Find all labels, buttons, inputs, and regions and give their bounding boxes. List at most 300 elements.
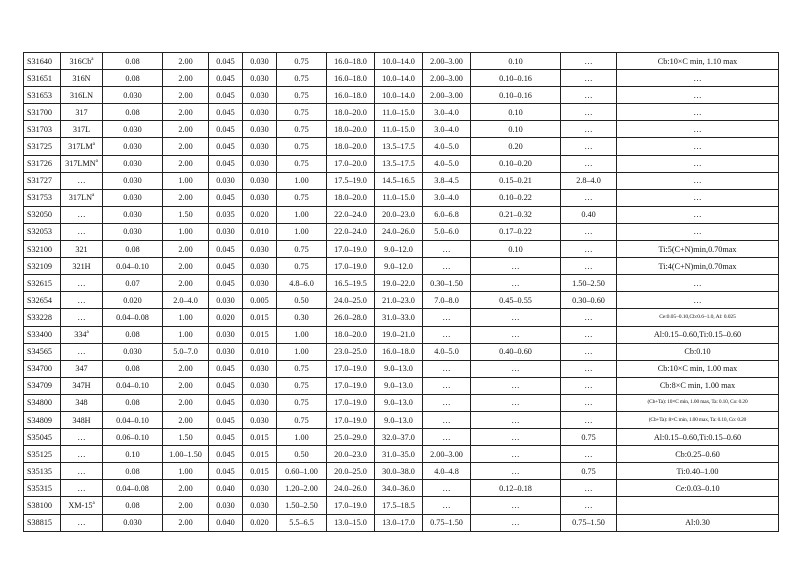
other-elements-value: … (693, 142, 702, 152)
carbon-value: 0.04–0.10 (116, 415, 149, 425)
type-value: 317LMN (65, 159, 96, 169)
nitrogen-cell (471, 446, 561, 463)
carbon-value: 0.030 (123, 193, 142, 203)
phosphorus-cell (209, 360, 243, 377)
molybdenum-value: 6.0–6.8 (434, 210, 459, 220)
copper-cell (561, 463, 617, 480)
nitrogen-value: 0.10 (508, 107, 523, 117)
chromium-cell (327, 343, 375, 360)
type-value: … (77, 227, 86, 237)
other-elements-cell (617, 70, 779, 87)
copper-value: … (584, 90, 593, 100)
nickel-cell (375, 189, 423, 206)
carbon-value: 0.030 (123, 176, 142, 186)
type-cell (61, 241, 103, 258)
phosphorus-value: 0.045 (216, 432, 235, 442)
nitrogen-value: 0.17–0.22 (499, 227, 532, 237)
manganese-value: 1.00 (178, 227, 193, 237)
copper-value: … (584, 244, 593, 254)
silicon-value: 1.00 (294, 210, 309, 220)
manganese-value: 2.00 (178, 483, 193, 493)
copper-value: … (584, 347, 593, 357)
carbon-value: 0.04–0.08 (116, 312, 149, 322)
manganese-cell (163, 394, 209, 411)
sulfur-value: 0.030 (250, 193, 269, 203)
type-value: … (77, 518, 86, 528)
phosphorus-cell (209, 189, 243, 206)
silicon-value: 1.50–2.50 (285, 500, 318, 510)
molybdenum-cell (423, 394, 471, 411)
phosphorus-value: 0.045 (216, 261, 235, 271)
nitrogen-cell (471, 121, 561, 138)
molybdenum-value: … (442, 483, 451, 493)
nitrogen-cell (471, 411, 561, 428)
type-value: … (77, 483, 86, 493)
uns-number-cell (24, 138, 61, 155)
molybdenum-value: 4.0–5.0 (434, 159, 459, 169)
uns-number-cell (24, 87, 61, 104)
nitrogen-value: … (511, 449, 520, 459)
copper-cell (561, 223, 617, 240)
carbon-cell (103, 172, 163, 189)
carbon-value: 0.08 (125, 466, 140, 476)
silicon-cell (277, 172, 327, 189)
phosphorus-cell (209, 292, 243, 309)
sulfur-cell (243, 394, 277, 411)
copper-value: … (584, 261, 593, 271)
chromium-value: 24.0–25.0 (334, 295, 367, 305)
sulfur-cell (243, 138, 277, 155)
nitrogen-value: … (511, 398, 520, 408)
other-elements-cell (617, 258, 779, 275)
uns-number-value: S32100 (27, 244, 53, 254)
molybdenum-value: 4.0–4.8 (434, 466, 459, 476)
nickel-value: 17.5–18.5 (382, 500, 415, 510)
manganese-value: 2.00 (178, 90, 193, 100)
sulfur-value: 0.030 (250, 159, 269, 169)
table-row (24, 343, 779, 360)
carbon-value: 0.04–0.08 (116, 483, 149, 493)
molybdenum-cell (423, 258, 471, 275)
copper-cell (561, 241, 617, 258)
molybdenum-value: … (442, 312, 451, 322)
carbon-cell (103, 104, 163, 121)
other-elements-value: … (693, 278, 702, 288)
chromium-value: 17.0–19.0 (334, 244, 367, 254)
type-cell (61, 446, 103, 463)
nitrogen-value: … (511, 518, 520, 528)
manganese-value: 1.00 (178, 466, 193, 476)
other-elements-value: … (693, 193, 702, 203)
other-elements-cell (617, 138, 779, 155)
carbon-cell (103, 138, 163, 155)
nickel-cell (375, 343, 423, 360)
manganese-cell (163, 411, 209, 428)
phosphorus-value: 0.030 (216, 500, 235, 510)
table-row (24, 121, 779, 138)
manganese-cell (163, 104, 209, 121)
sulfur-value: 0.030 (250, 107, 269, 117)
molybdenum-cell (423, 87, 471, 104)
chromium-value: 18.0–20.0 (334, 330, 367, 340)
nickel-cell (375, 172, 423, 189)
carbon-cell (103, 258, 163, 275)
manganese-cell (163, 514, 209, 531)
type-cell (61, 326, 103, 343)
manganese-cell (163, 480, 209, 497)
other-elements-cell (617, 241, 779, 258)
type-value: … (77, 176, 86, 186)
sulfur-cell (243, 360, 277, 377)
nickel-cell (375, 258, 423, 275)
other-elements-value: … (693, 159, 702, 169)
nickel-cell (375, 360, 423, 377)
uns-number-value: S31640 (27, 56, 53, 66)
other-elements-cell (617, 189, 779, 206)
uns-number-value: S31727 (27, 176, 53, 186)
nickel-value: 16.0–18.0 (382, 347, 415, 357)
copper-value: 0.40 (581, 210, 596, 220)
nitrogen-value: 0.15–0.21 (499, 176, 532, 186)
nitrogen-cell (471, 292, 561, 309)
other-elements-cell (617, 326, 779, 343)
other-elements-cell (617, 275, 779, 292)
phosphorus-cell (209, 480, 243, 497)
chromium-value: 13.0–15.0 (334, 518, 367, 528)
footnote-marker: a (86, 330, 89, 336)
silicon-cell (277, 429, 327, 446)
nickel-cell (375, 463, 423, 480)
uns-number-value: S31653 (27, 90, 53, 100)
nickel-cell (375, 394, 423, 411)
manganese-value: 2.00 (178, 500, 193, 510)
chromium-value: 18.0–20.0 (334, 107, 367, 117)
uns-number-value: S32050 (27, 210, 53, 220)
silicon-cell (277, 70, 327, 87)
phosphorus-cell (209, 104, 243, 121)
phosphorus-value: 0.030 (216, 330, 235, 340)
composition-table-page (23, 52, 778, 532)
other-elements-value: Ti:4(C+N)min,0.70max (658, 261, 737, 271)
manganese-value: 2.00 (178, 142, 193, 152)
manganese-cell (163, 189, 209, 206)
table-row (24, 377, 779, 394)
type-cell (61, 87, 103, 104)
copper-value: … (584, 107, 593, 117)
phosphorus-cell (209, 275, 243, 292)
molybdenum-cell (423, 463, 471, 480)
carbon-value: 0.08 (125, 56, 140, 66)
other-elements-value: Al:0.15–0.60,Ti:0.15–0.60 (653, 432, 742, 442)
manganese-cell (163, 223, 209, 240)
carbon-value: 0.030 (123, 227, 142, 237)
phosphorus-value: 0.045 (216, 398, 235, 408)
molybdenum-cell (423, 360, 471, 377)
silicon-cell (277, 309, 327, 326)
molybdenum-cell (423, 411, 471, 428)
silicon-cell (277, 411, 327, 428)
type-cell (61, 172, 103, 189)
nickel-cell (375, 514, 423, 531)
table-row (24, 275, 779, 292)
type-value: … (77, 466, 86, 476)
sulfur-cell (243, 87, 277, 104)
nickel-cell (375, 377, 423, 394)
sulfur-cell (243, 104, 277, 121)
molybdenum-cell (423, 343, 471, 360)
sulfur-cell (243, 309, 277, 326)
silicon-value: 0.75 (294, 244, 309, 254)
molybdenum-cell (423, 206, 471, 223)
silicon-cell (277, 377, 327, 394)
uns-number-cell (24, 343, 61, 360)
carbon-value: 0.030 (123, 124, 142, 134)
type-cell (61, 104, 103, 121)
table-row (24, 497, 779, 514)
composition-table (23, 52, 779, 532)
chromium-cell (327, 446, 375, 463)
copper-cell (561, 360, 617, 377)
copper-value: 0.75 (581, 466, 596, 476)
sulfur-value: 0.010 (250, 347, 269, 357)
type-value: 321 (75, 244, 88, 254)
uns-number-cell (24, 514, 61, 531)
molybdenum-value: 7.0–8.0 (434, 295, 459, 305)
chromium-cell (327, 480, 375, 497)
silicon-cell (277, 223, 327, 240)
manganese-cell (163, 121, 209, 138)
nickel-cell (375, 446, 423, 463)
sulfur-value: 0.015 (250, 330, 269, 340)
sulfur-value: 0.015 (250, 449, 269, 459)
type-cell (61, 429, 103, 446)
copper-cell (561, 172, 617, 189)
type-cell (61, 480, 103, 497)
phosphorus-value: 0.045 (216, 244, 235, 254)
chromium-cell (327, 87, 375, 104)
manganese-value: 2.00 (178, 73, 193, 83)
carbon-value: 0.030 (123, 142, 142, 152)
uns-number-value: S34700 (27, 364, 53, 374)
sulfur-value: 0.030 (250, 364, 269, 374)
type-cell (61, 463, 103, 480)
silicon-value: 1.20–2.00 (285, 483, 318, 493)
type-value: … (77, 432, 86, 442)
sulfur-cell (243, 326, 277, 343)
phosphorus-cell (209, 446, 243, 463)
manganese-cell (163, 155, 209, 172)
nickel-cell (375, 429, 423, 446)
type-value: 317 (75, 107, 88, 117)
phosphorus-value: 0.040 (216, 483, 235, 493)
carbon-value: 0.030 (123, 159, 142, 169)
manganese-value: 2.00 (178, 56, 193, 66)
manganese-cell (163, 70, 209, 87)
carbon-cell (103, 53, 163, 70)
silicon-value: 0.75 (294, 142, 309, 152)
uns-number-cell (24, 241, 61, 258)
nitrogen-value: 0.10–0.16 (499, 73, 532, 83)
uns-number-cell (24, 53, 61, 70)
uns-number-value: S31651 (27, 73, 53, 83)
other-elements-value: … (693, 73, 702, 83)
chromium-cell (327, 155, 375, 172)
manganese-value: 2.00 (178, 415, 193, 425)
nitrogen-value: 0.21–0.32 (499, 210, 532, 220)
chromium-cell (327, 497, 375, 514)
uns-number-value: S33228 (27, 312, 53, 322)
uns-number-value: S33400 (27, 330, 53, 340)
nitrogen-cell (471, 223, 561, 240)
molybdenum-cell (423, 121, 471, 138)
chromium-cell (327, 463, 375, 480)
uns-number-cell (24, 104, 61, 121)
chromium-value: 17.0–19.0 (334, 398, 367, 408)
silicon-cell (277, 514, 327, 531)
uns-number-cell (24, 326, 61, 343)
uns-number-cell (24, 189, 61, 206)
chromium-cell (327, 292, 375, 309)
type-cell (61, 377, 103, 394)
carbon-value: 0.020 (123, 295, 142, 305)
phosphorus-cell (209, 223, 243, 240)
nickel-value: 9.0–13.0 (384, 381, 413, 391)
type-cell (61, 275, 103, 292)
copper-value: 0.75–1.50 (572, 518, 605, 528)
molybdenum-value: 3.0–4.0 (434, 124, 459, 134)
silicon-cell (277, 326, 327, 343)
silicon-cell (277, 394, 327, 411)
table-row (24, 104, 779, 121)
chromium-cell (327, 223, 375, 240)
nitrogen-value: … (511, 500, 520, 510)
chromium-value: 17.0–19.0 (334, 500, 367, 510)
carbon-cell (103, 411, 163, 428)
chromium-cell (327, 172, 375, 189)
nickel-value: 10.0–14.0 (382, 73, 415, 83)
other-elements-cell (617, 497, 779, 514)
sulfur-value: 0.030 (250, 381, 269, 391)
nickel-cell (375, 138, 423, 155)
other-elements-cell (617, 292, 779, 309)
manganese-cell (163, 172, 209, 189)
uns-number-value: S35125 (27, 449, 53, 459)
nickel-value: 13.5–17.5 (382, 142, 415, 152)
sulfur-cell (243, 155, 277, 172)
nitrogen-cell (471, 480, 561, 497)
nitrogen-cell (471, 360, 561, 377)
molybdenum-cell (423, 70, 471, 87)
chromium-value: 17.0–20.0 (334, 159, 367, 169)
copper-cell (561, 155, 617, 172)
molybdenum-value: 2.00–3.00 (430, 90, 463, 100)
other-elements-cell (617, 411, 779, 428)
nitrogen-cell (471, 241, 561, 258)
phosphorus-value: 0.045 (216, 381, 235, 391)
type-value: 321H (72, 261, 91, 271)
carbon-value: 0.030 (123, 518, 142, 528)
copper-value: 2.8–4.0 (576, 176, 601, 186)
uns-number-value: S31726 (27, 159, 53, 169)
table-row (24, 514, 779, 531)
footnote-marker: a (92, 142, 95, 148)
sulfur-cell (243, 241, 277, 258)
uns-number-cell (24, 172, 61, 189)
phosphorus-value: 0.030 (216, 347, 235, 357)
chromium-value: 18.0–20.0 (334, 124, 367, 134)
nickel-value: 24.0–26.0 (382, 227, 415, 237)
nitrogen-cell (471, 343, 561, 360)
phosphorus-cell (209, 206, 243, 223)
molybdenum-value: 0.30–1.50 (430, 278, 463, 288)
other-elements-cell (617, 53, 779, 70)
chromium-value: 22.0–24.0 (334, 210, 367, 220)
other-elements-cell (617, 206, 779, 223)
nickel-cell (375, 241, 423, 258)
molybdenum-cell (423, 53, 471, 70)
sulfur-value: 0.010 (250, 227, 269, 237)
type-value: … (77, 278, 86, 288)
molybdenum-value: 2.00–3.00 (430, 56, 463, 66)
silicon-value: 0.75 (294, 107, 309, 117)
nickel-value: 11.0–15.0 (382, 107, 415, 117)
carbon-cell (103, 241, 163, 258)
chromium-cell (327, 241, 375, 258)
uns-number-cell (24, 309, 61, 326)
type-value: 334 (74, 330, 87, 340)
copper-cell (561, 138, 617, 155)
uns-number-cell (24, 360, 61, 377)
nitrogen-cell (471, 497, 561, 514)
type-cell (61, 343, 103, 360)
silicon-value: 0.60–1.00 (285, 466, 318, 476)
nitrogen-value: … (511, 432, 520, 442)
nitrogen-cell (471, 53, 561, 70)
nitrogen-value: … (511, 261, 520, 271)
carbon-cell (103, 189, 163, 206)
other-elements-value: … (693, 176, 702, 186)
carbon-cell (103, 155, 163, 172)
carbon-cell (103, 309, 163, 326)
sulfur-cell (243, 514, 277, 531)
silicon-cell (277, 480, 327, 497)
phosphorus-cell (209, 497, 243, 514)
phosphorus-value: 0.045 (216, 193, 235, 203)
uns-number-cell (24, 70, 61, 87)
manganese-value: 2.0–4.0 (173, 295, 198, 305)
other-elements-value: Ti:5(C+N)min,0.70max (658, 244, 737, 254)
other-elements-cell (617, 87, 779, 104)
carbon-value: 0.08 (125, 364, 140, 374)
uns-number-cell (24, 446, 61, 463)
chromium-cell (327, 394, 375, 411)
molybdenum-cell (423, 326, 471, 343)
manganese-cell (163, 241, 209, 258)
silicon-value: 0.50 (294, 449, 309, 459)
carbon-value: 0.06–0.10 (116, 432, 149, 442)
silicon-value: 0.75 (294, 124, 309, 134)
silicon-cell (277, 360, 327, 377)
type-value: 348 (75, 398, 88, 408)
type-value: 348H (72, 415, 91, 425)
other-elements-cell (617, 377, 779, 394)
molybdenum-cell (423, 189, 471, 206)
silicon-value: 0.75 (294, 159, 309, 169)
uns-number-value: S32109 (27, 261, 53, 271)
chromium-value: 17.0–19.0 (334, 381, 367, 391)
nickel-cell (375, 53, 423, 70)
molybdenum-value: … (442, 415, 451, 425)
